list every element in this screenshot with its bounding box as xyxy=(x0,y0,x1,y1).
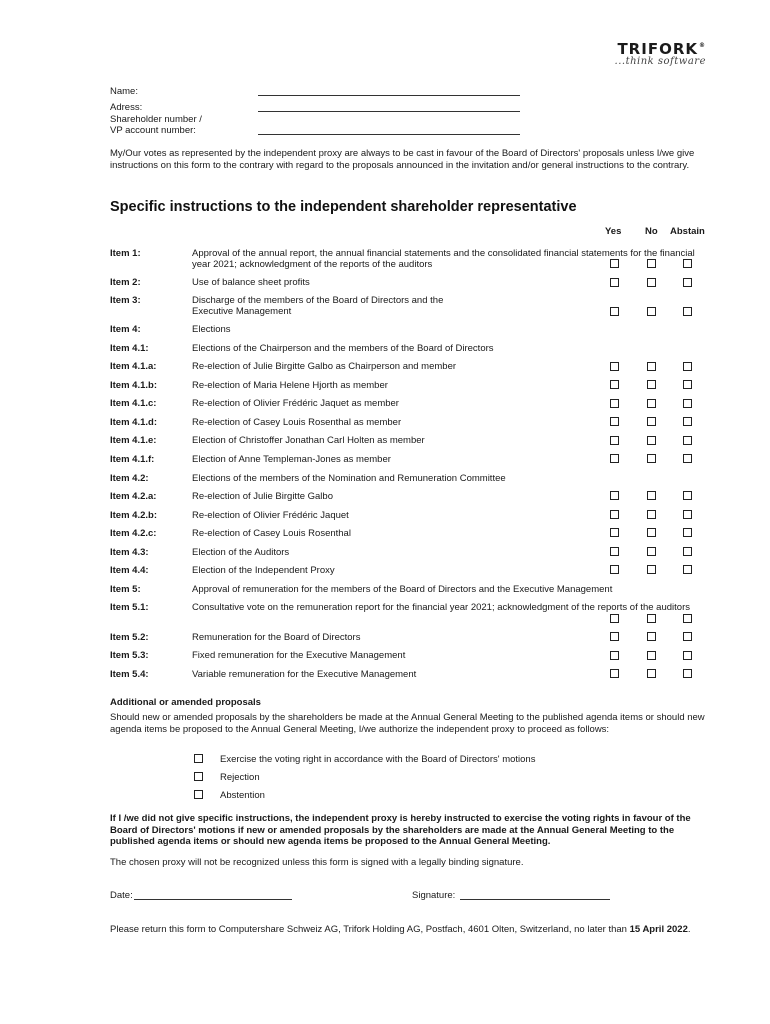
address-field[interactable] xyxy=(258,111,520,112)
item-text: Elections of the members of the Nomination and Remuneration Committee xyxy=(192,473,506,484)
vote-yes-checkbox[interactable] xyxy=(610,278,619,287)
item-text: Election of Christoffer Jonathan Carl Holten as member xyxy=(192,435,425,446)
shareholder-number-label: Shareholder number / xyxy=(110,114,202,125)
vote-no-checkbox[interactable] xyxy=(647,614,656,623)
item-code: Item 4.2.c: xyxy=(110,528,157,539)
vote-yes-checkbox[interactable] xyxy=(610,614,619,623)
item-text: Re-election of Maria Helene Hjorth as member xyxy=(192,380,388,391)
item-code: Item 4.1.b: xyxy=(110,380,157,391)
item-code: Item 4.1.e: xyxy=(110,435,157,446)
item-code: Item 5.2: xyxy=(110,632,149,643)
return-instructions-end: . xyxy=(687,924,691,935)
vote-abstain-checkbox[interactable] xyxy=(683,417,692,426)
option-board-motions-label: Exercise the voting right in accordance with the Board of Directors' motions xyxy=(220,754,536,765)
vote-no-checkbox[interactable] xyxy=(647,417,656,426)
item-code: Item 4.3: xyxy=(110,547,149,558)
column-abstain: Abstain xyxy=(670,226,705,237)
vote-abstain-checkbox[interactable] xyxy=(683,510,692,519)
item-code: Item 4.2: xyxy=(110,473,149,484)
item-code: Item 4.2.a: xyxy=(110,491,157,502)
vote-yes-checkbox[interactable] xyxy=(610,436,619,445)
vote-no-checkbox[interactable] xyxy=(647,547,656,556)
vote-abstain-checkbox[interactable] xyxy=(683,278,692,287)
item-text: Discharge of the members of the Board of Directors and the Executive Management xyxy=(192,295,444,317)
return-deadline: 15 April 2022 xyxy=(629,924,688,935)
option-abstention-label: Abstention xyxy=(220,790,265,801)
signature-field[interactable] xyxy=(460,899,610,900)
item-code: Item 4.1.f: xyxy=(110,454,155,465)
vote-abstain-checkbox[interactable] xyxy=(683,669,692,678)
vote-abstain-checkbox[interactable] xyxy=(683,259,692,268)
vote-no-checkbox[interactable] xyxy=(647,510,656,519)
item-code: Item 4.1.a: xyxy=(110,361,157,372)
vote-no-checkbox[interactable] xyxy=(647,669,656,678)
vote-abstain-checkbox[interactable] xyxy=(683,651,692,660)
return-instructions-text: Please return this form to Computershare Schweiz AG, Trifork Holding AG, Postfach, 4601 Olten, Switzerland, no later than xyxy=(110,924,627,935)
vote-yes-checkbox[interactable] xyxy=(610,632,619,641)
item-text: Use of balance sheet profits xyxy=(192,277,310,288)
section-heading: Specific instructions to the independent shareholder representative xyxy=(110,199,577,215)
item-text: Re-election of Julie Birgitte Galbo xyxy=(192,491,333,502)
vote-abstain-checkbox[interactable] xyxy=(683,632,692,641)
item-text: Variable remuneration for the Executive Management xyxy=(192,669,417,680)
item-code: Item 4.1: xyxy=(110,343,149,354)
vote-yes-checkbox[interactable] xyxy=(610,380,619,389)
vote-yes-checkbox[interactable] xyxy=(610,491,619,500)
name-label: Name: xyxy=(110,86,138,97)
option-rejection-checkbox[interactable] xyxy=(194,772,203,781)
vote-no-checkbox[interactable] xyxy=(647,307,656,316)
vote-no-checkbox[interactable] xyxy=(647,380,656,389)
item-code: Item 4.1.d: xyxy=(110,417,157,428)
item-text: Consultative vote on the remuneration report for the financial year 2021; acknowledgment of the reports of the auditors xyxy=(192,602,690,613)
option-board-motions-checkbox[interactable] xyxy=(194,754,203,763)
vote-yes-checkbox[interactable] xyxy=(610,307,619,316)
item-text: Election of the Auditors xyxy=(192,547,290,558)
vote-yes-checkbox[interactable] xyxy=(610,259,619,268)
item-code: Item 5.4: xyxy=(110,669,149,680)
vote-yes-checkbox[interactable] xyxy=(610,565,619,574)
vote-yes-checkbox[interactable] xyxy=(610,510,619,519)
item-text: Remuneration for the Board of Directors xyxy=(192,632,361,643)
vote-abstain-checkbox[interactable] xyxy=(683,436,692,445)
name-field[interactable] xyxy=(258,95,520,96)
item-text: Re-election of Casey Louis Rosenthal xyxy=(192,528,351,539)
signature-label: Signature: xyxy=(412,890,456,901)
item-code: Item 2: xyxy=(110,277,141,288)
item-text: Elections of the Chairperson and the members of the Board of Directors xyxy=(192,343,494,354)
vote-yes-checkbox[interactable] xyxy=(610,362,619,371)
item-text: Re-election of Olivier Frédéric Jaquet xyxy=(192,510,349,521)
return-instructions xyxy=(110,924,710,936)
vote-no-checkbox[interactable] xyxy=(647,565,656,574)
item-text: Re-election of Julie Birgitte Galbo as Chairperson and member xyxy=(192,361,457,372)
vote-yes-checkbox[interactable] xyxy=(610,669,619,678)
item-code: Item 4.1.c: xyxy=(110,398,157,409)
vote-yes-checkbox[interactable] xyxy=(610,399,619,408)
vote-yes-checkbox[interactable] xyxy=(610,528,619,537)
item-code: Item 1: xyxy=(110,248,141,259)
column-yes: Yes xyxy=(605,226,622,237)
vote-no-checkbox[interactable] xyxy=(647,278,656,287)
item-text: Election of Anne Templeman-Jones as member xyxy=(192,454,391,465)
item-code: Item 4.2.b: xyxy=(110,510,157,521)
vote-abstain-checkbox[interactable] xyxy=(683,547,692,556)
item-text: Approval of the annual report, the annual financial statements and the consolidated financial statements for the financial year 2021; acknowledgment of the reports of the auditors xyxy=(192,248,695,270)
vote-no-checkbox[interactable] xyxy=(647,632,656,641)
item-text: Fixed remuneration for the Executive Management xyxy=(192,650,406,661)
item-code: Item 4: xyxy=(110,324,141,335)
vote-no-checkbox[interactable] xyxy=(647,454,656,463)
vote-no-checkbox[interactable] xyxy=(647,651,656,660)
vote-abstain-checkbox[interactable] xyxy=(683,307,692,316)
vote-no-checkbox[interactable] xyxy=(647,528,656,537)
vote-abstain-checkbox[interactable] xyxy=(683,528,692,537)
item-text: Re-election of Olivier Frédéric Jaquet as member xyxy=(192,398,399,409)
vote-no-checkbox[interactable] xyxy=(647,491,656,500)
address-label: Adress: xyxy=(110,102,143,113)
item-code: Item 5.1: xyxy=(110,602,149,613)
intro-text: My/Our votes as represented by the independent proxy are always to be cast in favour of the Board of Directors' proposals unless I/we give instructions on this form to the contrary with regard to the proposals announced in the invitation and/or general instructions to the contrary. xyxy=(110,148,695,171)
vote-abstain-checkbox[interactable] xyxy=(683,399,692,408)
item-text: Election of the Independent Proxy xyxy=(192,565,335,576)
vp-account-label: VP account number: xyxy=(110,125,196,136)
vote-no-checkbox[interactable] xyxy=(647,399,656,408)
vote-no-checkbox[interactable] xyxy=(647,436,656,445)
option-abstention-checkbox[interactable] xyxy=(194,790,203,799)
vote-yes-checkbox[interactable] xyxy=(610,651,619,660)
column-no: No xyxy=(645,226,658,237)
item-code: Item 5: xyxy=(110,584,141,595)
item-text: Elections xyxy=(192,324,231,335)
item-code: Item 4.4: xyxy=(110,565,149,576)
vote-yes-checkbox[interactable] xyxy=(610,547,619,556)
default-instruction-note: If I /we did not give specific instructions, the independent proxy is hereby instructed to exercise the voting rights in favour of the Board of Directors' motions if new or amended proposals by the shareholders are made at the Annual General Meeting to the published agenda items or should new agenda items be proposed to the Annual General Meeting. xyxy=(110,813,691,847)
vote-abstain-checkbox[interactable] xyxy=(683,565,692,574)
vote-abstain-checkbox[interactable] xyxy=(683,454,692,463)
shareholder-number-field[interactable] xyxy=(258,134,520,135)
item-code: Item 5.3: xyxy=(110,650,149,661)
logo-brand: TRIFORK xyxy=(617,40,698,58)
item-code: Item 3: xyxy=(110,295,141,306)
vote-abstain-checkbox[interactable] xyxy=(683,614,692,623)
option-rejection-label: Rejection xyxy=(220,772,260,783)
vote-abstain-checkbox[interactable] xyxy=(683,362,692,371)
vote-no-checkbox[interactable] xyxy=(647,362,656,371)
item-text: Approval of remuneration for the members of the Board of Directors and the Executive Management xyxy=(192,584,613,595)
logo-trademark: ® xyxy=(699,42,706,49)
item-text: Re-election of Casey Louis Rosenthal as member xyxy=(192,417,402,428)
vote-yes-checkbox[interactable] xyxy=(610,454,619,463)
signature-requirement-note: The chosen proxy will not be recognized unless this form is signed with a legally binding signature. xyxy=(110,857,524,868)
additional-proposals-title: Additional or amended proposals xyxy=(110,697,261,708)
vote-yes-checkbox[interactable] xyxy=(610,417,619,426)
date-field[interactable] xyxy=(134,899,292,900)
vote-abstain-checkbox[interactable] xyxy=(683,380,692,389)
vote-abstain-checkbox[interactable] xyxy=(683,491,692,500)
vote-no-checkbox[interactable] xyxy=(647,259,656,268)
additional-proposals-text: Should new or amended proposals by the shareholders be made at the Annual General Meeting to the published agenda items or should new agenda items be proposed to the Annual General Meeting, I/we authorize the independent proxy to proceed as follows: xyxy=(110,712,705,735)
logo-tagline: ...think software xyxy=(614,56,706,67)
date-label: Date: xyxy=(110,890,133,901)
